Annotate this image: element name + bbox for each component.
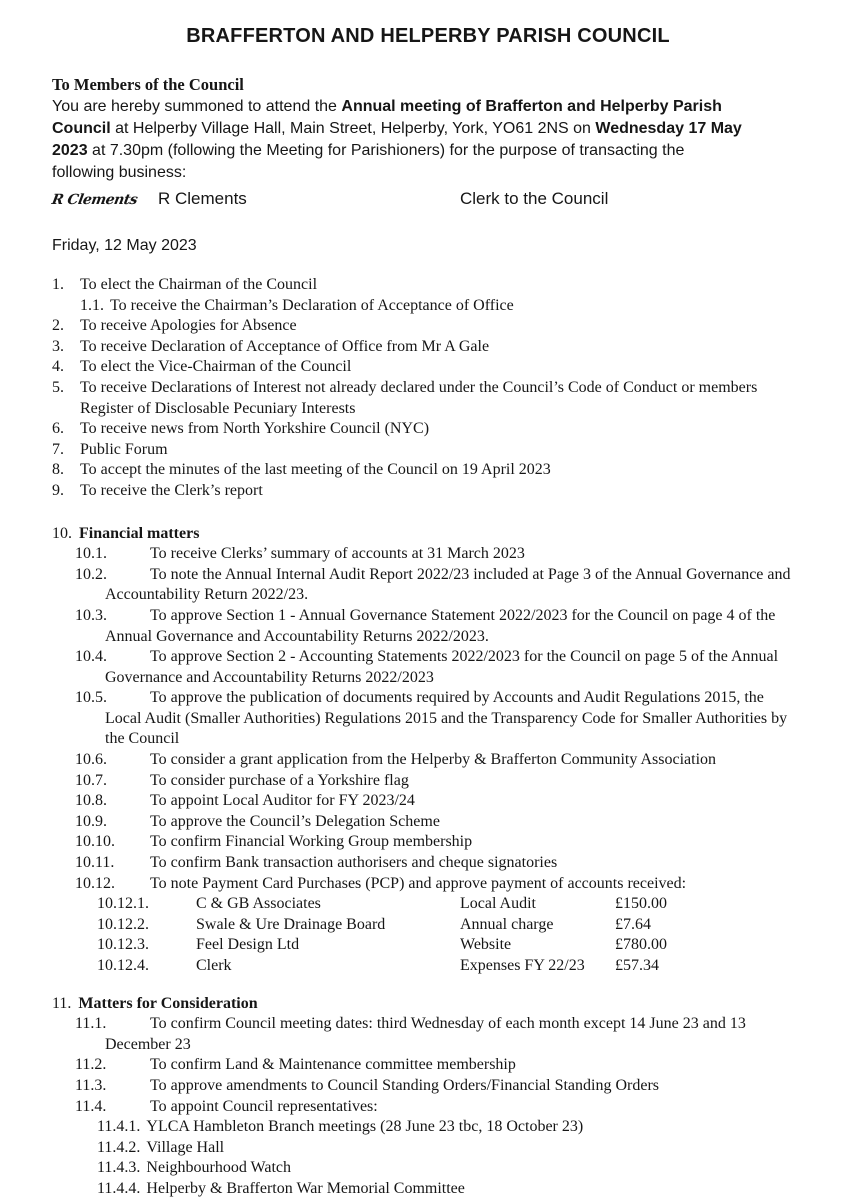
- summons-text: at Helperby Village Hall, Main Street, Helperby, York, YO61 2NS on: [110, 120, 596, 137]
- summons-line: [52, 118, 804, 140]
- item-text: To confirm Financial Working Group membership: [150, 833, 473, 851]
- item-number: 9.: [52, 481, 64, 499]
- agenda-item-10-3: [52, 606, 804, 647]
- payment-description: Annual charge: [460, 915, 554, 933]
- item-number: 1.1.: [80, 296, 104, 314]
- agenda-item-10-1: [52, 544, 804, 565]
- summons-line: [52, 140, 804, 162]
- payment-description: Website: [460, 936, 512, 954]
- agenda-item-1: [52, 275, 804, 296]
- item-number: 6.: [52, 420, 64, 438]
- item-number: 10.6.: [75, 751, 107, 769]
- item-text: To accept the minutes of the last meeting of the Council on 19 April 2023: [80, 461, 551, 479]
- item-text: To approve Section 2 - Accounting Statements 2022/2023 for the Council on page 5 of the Annual Governance and Accountability Returns 2022/2023: [105, 648, 779, 686]
- item-number: 10.11.: [75, 854, 115, 872]
- agenda-item-11-4-3: [52, 1158, 804, 1179]
- agenda-item-10-11: [52, 853, 804, 874]
- agenda-item-9: [52, 481, 804, 502]
- payment-row-1: [52, 894, 804, 915]
- agenda-item-3: [52, 337, 804, 358]
- agenda-item-10-10: [52, 832, 804, 853]
- agenda-item-10-4: [52, 647, 804, 688]
- item-number: 11.3.: [75, 1076, 107, 1094]
- item-text: To confirm Council meeting dates: third Wednesday of each month except 14 June 23 and 13 December 23: [105, 1015, 746, 1053]
- item-text: To approve Section 1 - Annual Governance Statement 2022/2023 for the Council on page 4 of the Annual Governance and Accountability Returns 2022/2023.: [105, 606, 776, 645]
- summons-text-bold: 2023: [52, 142, 88, 159]
- item-number: 10.10.: [75, 833, 115, 851]
- item-text: To receive Declaration of Acceptance of Office from Mr A Gale: [80, 337, 490, 355]
- item-number: 10.12.: [75, 874, 115, 892]
- agenda-item-11-3: [52, 1076, 804, 1097]
- agenda-item-10-12: [52, 874, 804, 895]
- payment-number: 10.12.3.: [97, 936, 149, 954]
- agenda-item-8: [52, 460, 804, 481]
- item-number: 10.8.: [75, 792, 107, 810]
- agenda-item-2: [52, 316, 804, 337]
- summons-text-bold: Annual meeting of Brafferton and Helperby Parish: [341, 98, 722, 115]
- section-number: 10.: [52, 524, 72, 542]
- summons-text: following business:: [52, 164, 187, 181]
- agenda: [52, 275, 804, 1200]
- payment-amount: £150.00: [615, 895, 667, 913]
- item-number: 4.: [52, 358, 64, 376]
- item-text: To receive Declarations of Interest not already declared under the Council’s Code of Conduct or members Register of Disclosable Pecuniary Interests: [80, 378, 758, 417]
- item-number: 11.2.: [75, 1056, 107, 1074]
- item-text: To receive the Clerk’s report: [80, 481, 263, 499]
- agenda-item-10-9: [52, 812, 804, 833]
- item-number: 5.: [52, 378, 64, 396]
- item-number: 11.4.2.: [97, 1138, 141, 1156]
- item-number: 10.7.: [75, 771, 107, 789]
- payment-description: Expenses FY 22/23: [460, 957, 585, 974]
- summons-line: [52, 162, 804, 184]
- item-number: 10.9.: [75, 812, 107, 830]
- payment-description: Local Audit: [460, 895, 536, 913]
- payment-row-2: [52, 915, 804, 936]
- item-text: Helperby & Brafferton War Memorial Committee: [146, 1179, 465, 1197]
- clerk-role: Clerk to the Council: [460, 189, 609, 208]
- agenda-item-10-8: [52, 791, 804, 812]
- section-number: 11.: [52, 994, 72, 1012]
- summons-text: at 7.30pm (following the Meeting for Parishioners) for the purpose of transacting the: [87, 142, 685, 159]
- item-text: Public Forum: [80, 440, 168, 458]
- item-text: To elect the Chairman of the Council: [80, 276, 318, 293]
- matters-for-consideration-section: [52, 994, 804, 1200]
- agenda-item-11-1: [52, 1014, 804, 1055]
- item-number: 2.: [52, 317, 64, 335]
- item-number: 11.4.1.: [97, 1118, 141, 1136]
- agenda-item-10-7: [52, 771, 804, 792]
- item-text: To confirm Land & Maintenance committee membership: [150, 1056, 516, 1074]
- item-number: 3.: [52, 337, 64, 355]
- notice-heading: To Members of the Council: [52, 75, 244, 94]
- handwritten-signature: R Clements: [50, 192, 139, 208]
- item-number: 7.: [52, 440, 64, 458]
- item-number: 10.4.: [75, 648, 107, 666]
- payment-row-3: [52, 935, 804, 956]
- item-text: To appoint Council representatives:: [150, 1097, 378, 1115]
- financial-section-heading: [52, 524, 804, 545]
- section-title: Matters for Consideration: [78, 994, 258, 1012]
- item-number: 11.1.: [75, 1015, 107, 1033]
- summons-text-bold: Council: [52, 120, 111, 137]
- payment-amount: £57.34: [615, 957, 659, 974]
- item-text: To approve the publication of documents required by Accounts and Audit Regulations 2015, the Local Audit (Smaller Authorities) Regulations 2015 and the Transparency Code for Smaller Authorities by the Council: [105, 689, 788, 748]
- item-text: To receive the Chairman’s Declaration of Acceptance of Office: [110, 296, 514, 314]
- item-number: 10.2.: [75, 565, 107, 583]
- payment-payee: Feel Design Ltd: [196, 936, 300, 954]
- financial-matters-section: [52, 524, 804, 977]
- summons-line: [52, 96, 804, 118]
- matters-section-heading: [52, 994, 804, 1015]
- signature-row: [52, 187, 804, 212]
- payment-number: 10.12.4.: [97, 957, 149, 974]
- item-number: 1.: [52, 276, 64, 293]
- item-text: To consider a grant application from the Helperby & Brafferton Community Association: [150, 751, 717, 769]
- item-number: 10.5.: [75, 689, 107, 707]
- item-text: To consider purchase of a Yorkshire flag: [150, 771, 409, 789]
- item-text: To approve the Council’s Delegation Scheme: [150, 812, 440, 830]
- summons-text-bold: Wednesday 17 May: [595, 120, 742, 137]
- section-title: Financial matters: [79, 524, 200, 542]
- agenda-item-11-4-4: [52, 1179, 804, 1200]
- item-number: 11.4.3.: [97, 1159, 141, 1177]
- clerk-name: R Clements: [158, 189, 247, 208]
- agenda-main-section: [52, 275, 804, 502]
- item-text: To receive news from North Yorkshire Council (NYC): [80, 420, 430, 438]
- agenda-item-1-1: [52, 296, 804, 317]
- agenda-item-11-4-1: [52, 1117, 804, 1138]
- item-text: YLCA Hambleton Branch meetings (28 June 23 tbc, 18 October 23): [146, 1118, 584, 1136]
- signature-left: [52, 187, 460, 212]
- payment-row-4: [52, 956, 804, 977]
- payment-amount: £780.00: [615, 936, 667, 954]
- summons-paragraph: [52, 96, 804, 184]
- payment-number: 10.12.2.: [97, 915, 149, 933]
- payment-amount: £7.64: [615, 915, 651, 933]
- document-title: BRAFFERTON AND HELPERBY PARISH COUNCIL: [186, 25, 670, 47]
- item-number: 10.3.: [75, 606, 107, 624]
- item-text: To approve amendments to Council Standing Orders/Financial Standing Orders: [150, 1076, 660, 1094]
- agenda-item-6: [52, 419, 804, 440]
- agenda-item-10-5: [52, 688, 804, 750]
- payment-payee: C & GB Associates: [196, 895, 321, 913]
- issue-date: Friday, 12 May 2023: [52, 237, 197, 254]
- agenda-item-4: [52, 357, 804, 378]
- summons-text: You are hereby summoned to attend the: [52, 98, 342, 115]
- agenda-item-11-4: [52, 1097, 804, 1118]
- item-text: To appoint Local Auditor for FY 2023/24: [150, 792, 415, 810]
- item-number: 11.4.: [75, 1097, 107, 1115]
- agenda-item-11-2: [52, 1055, 804, 1076]
- item-text: Village Hall: [146, 1138, 225, 1156]
- agenda-item-10-6: [52, 750, 804, 771]
- payment-payee: Clerk: [196, 957, 232, 974]
- payment-payee: Swale & Ure Drainage Board: [196, 915, 386, 933]
- agenda-item-10-2: [52, 565, 804, 606]
- item-text: To confirm Bank transaction authorisers and cheque signatories: [150, 854, 558, 872]
- item-text: To receive Clerks’ summary of accounts at 31 March 2023: [150, 545, 525, 563]
- item-number: 10.1.: [75, 545, 107, 563]
- agenda-item-5: [52, 378, 804, 419]
- item-number: 8.: [52, 461, 64, 479]
- item-text: Neighbourhood Watch: [146, 1159, 292, 1177]
- agenda-item-7: [52, 440, 804, 461]
- item-text: To receive Apologies for Absence: [80, 317, 297, 335]
- item-text: To note Payment Card Purchases (PCP) and approve payment of accounts received:: [150, 874, 687, 892]
- agenda-item-11-4-2: [52, 1138, 804, 1159]
- item-text: To note the Annual Internal Audit Report 2022/23 included at Page 3 of the Annual Governance and Accountability Return 2022/23.: [105, 565, 791, 604]
- item-number: 11.4.4.: [97, 1179, 141, 1197]
- payment-number: 10.12.1.: [97, 895, 149, 913]
- item-text: To elect the Vice-Chairman of the Council: [80, 358, 352, 376]
